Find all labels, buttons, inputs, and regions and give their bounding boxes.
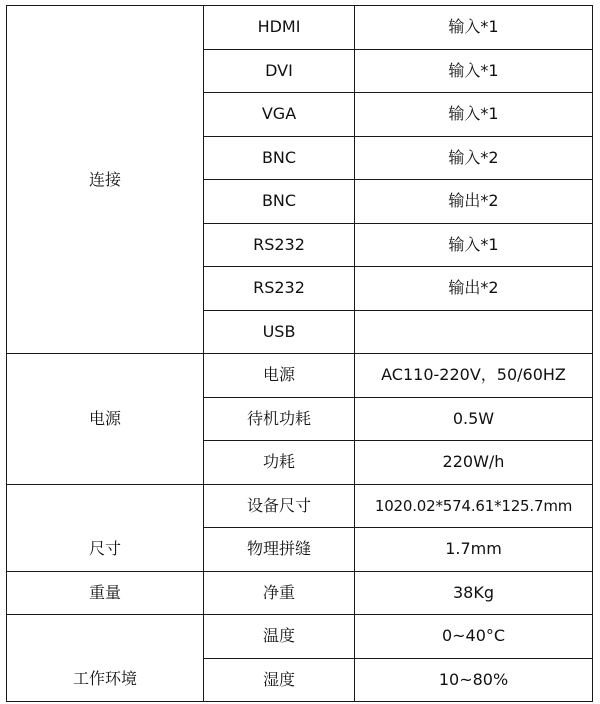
- category-environment: 工作环境: [7, 615, 204, 702]
- table-row: [7, 6, 593, 50]
- category-power: 电源: [7, 354, 204, 485]
- item-cell: HDMI: [204, 6, 355, 50]
- item-cell: 功耗: [204, 441, 355, 485]
- category-weight: 重量: [7, 571, 204, 615]
- value-cell: 1.7mm: [355, 528, 593, 572]
- value-cell: 38Kg: [355, 571, 593, 615]
- value-cell: 输入*1: [355, 49, 593, 93]
- value-cell: 10~80%: [355, 658, 593, 702]
- item-cell: 电源: [204, 354, 355, 398]
- table-row: [7, 615, 593, 659]
- value-cell: 输入*1: [355, 6, 593, 50]
- category-connection: 连接: [7, 6, 204, 354]
- value-cell: 输出*2: [355, 267, 593, 311]
- table-row: [7, 571, 593, 615]
- value-cell: 1020.02*574.61*125.7mm: [355, 484, 593, 528]
- value-cell: AC110-220V，50/60HZ: [355, 354, 593, 398]
- category-size: 尺寸: [7, 484, 204, 571]
- item-cell: BNC: [204, 136, 355, 180]
- value-cell: [355, 310, 593, 354]
- item-cell: 物理拼缝: [204, 528, 355, 572]
- table-row: [7, 484, 593, 528]
- item-cell: RS232: [204, 223, 355, 267]
- item-cell: RS232: [204, 267, 355, 311]
- item-cell: 净重: [204, 571, 355, 615]
- value-cell: 输入*1: [355, 223, 593, 267]
- value-cell: 220W/h: [355, 441, 593, 485]
- value-cell: 0~40°C: [355, 615, 593, 659]
- item-cell: 温度: [204, 615, 355, 659]
- item-cell: USB: [204, 310, 355, 354]
- item-cell: 待机功耗: [204, 397, 355, 441]
- value-cell: 输入*2: [355, 136, 593, 180]
- item-cell: 湿度: [204, 658, 355, 702]
- item-cell: BNC: [204, 180, 355, 224]
- spec-table: [6, 5, 593, 702]
- table-row: [7, 354, 593, 398]
- value-cell: 输出*2: [355, 180, 593, 224]
- value-cell: 输入*1: [355, 93, 593, 137]
- item-cell: DVI: [204, 49, 355, 93]
- item-cell: 设备尺寸: [204, 484, 355, 528]
- value-cell: 0.5W: [355, 397, 593, 441]
- item-cell: VGA: [204, 93, 355, 137]
